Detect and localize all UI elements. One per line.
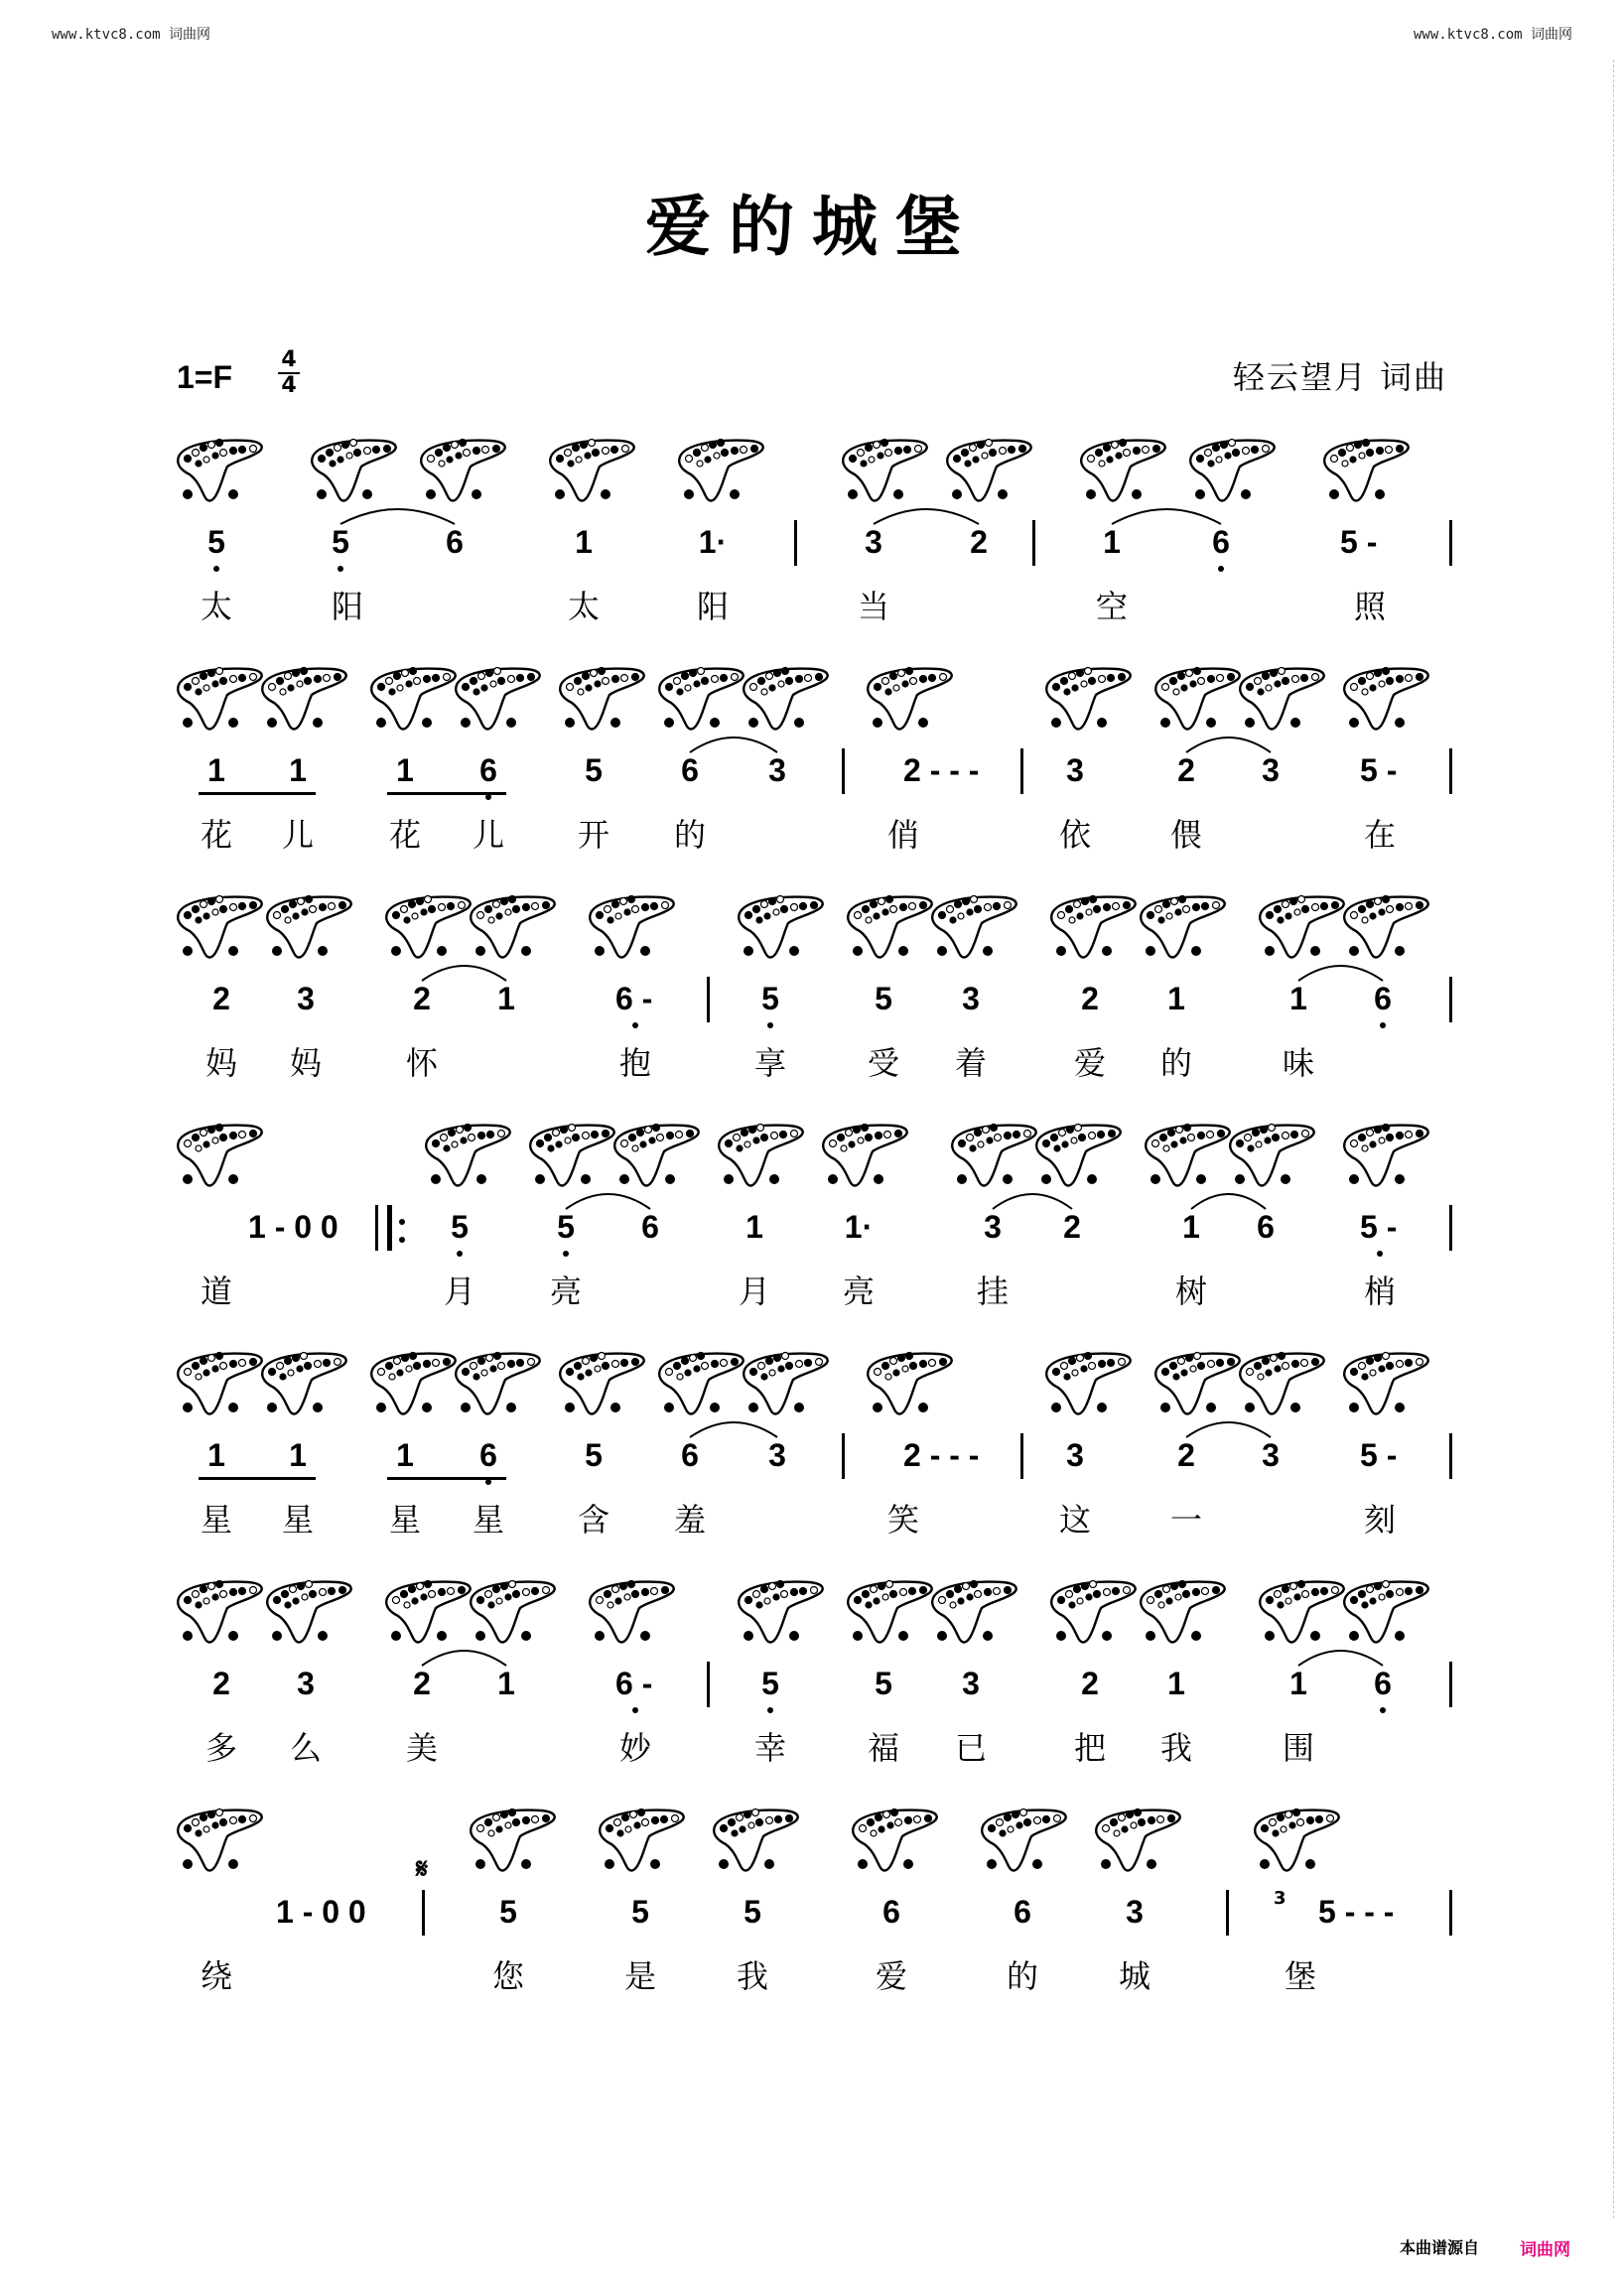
lyric-char: 月 (443, 1273, 475, 1310)
slur (690, 737, 777, 752)
slur (690, 1422, 777, 1437)
slur (874, 509, 979, 524)
score-row-6 (0, 1578, 1624, 1777)
note: 2 (413, 1666, 431, 1701)
ocarina-fingering-icon (978, 1807, 1072, 1876)
lyric-char: 星 (200, 1501, 232, 1539)
lyric-char: 享 (753, 1044, 786, 1082)
lyric-char: 您 (491, 1957, 524, 1995)
note: 5 (332, 524, 349, 560)
slur (1298, 1651, 1383, 1666)
lyric-char: 花 (388, 816, 421, 854)
note: 1· (698, 524, 728, 560)
note: 5 - (1340, 524, 1378, 560)
slur (1112, 509, 1221, 524)
lyric-char: 俏 (886, 816, 919, 854)
note: 5 (875, 981, 892, 1016)
note: 1 (1289, 981, 1307, 1016)
note: 1 (497, 1666, 515, 1701)
note: 1 (1289, 1666, 1307, 1701)
lyric-char: 的 (1159, 1044, 1192, 1082)
note: 5 (585, 752, 603, 788)
lyric-char: 爱 (875, 1957, 907, 1995)
slur (993, 1194, 1072, 1209)
note: 5 (451, 1209, 469, 1245)
note: 3 (1126, 1894, 1144, 1930)
lyric-char: 绕 (200, 1957, 232, 1995)
note: 2 - - - (903, 752, 980, 788)
note: 6 (1212, 524, 1230, 560)
lyric-char: 照 (1353, 588, 1386, 625)
slur (1298, 966, 1383, 981)
time-denominator: 4 (281, 373, 297, 398)
lyric-char: 爱 (1073, 1044, 1106, 1082)
note: 5 (499, 1894, 517, 1930)
lyric-char: 么 (289, 1729, 322, 1767)
lyric-char: 亮 (842, 1273, 875, 1310)
lyric-char: 星 (472, 1501, 504, 1539)
bar-line (1226, 1890, 1229, 1936)
lyric-char: 挂 (976, 1273, 1009, 1310)
note: 6 (479, 1437, 497, 1473)
note: 6 - (615, 1666, 653, 1701)
lyric-char: 味 (1282, 1044, 1314, 1082)
note: 3 (962, 1666, 980, 1701)
score-row-2 (0, 665, 1624, 864)
lyric-char: 儿 (281, 816, 314, 854)
note: 3 (1066, 752, 1084, 788)
lyric-char: 花 (200, 816, 232, 854)
note: 5 - (1360, 752, 1398, 788)
grace-note: 3 (1274, 1888, 1286, 1909)
lyric-char: 妈 (204, 1044, 237, 1082)
note: 2 (1177, 1437, 1195, 1473)
note: 3 (962, 981, 980, 1016)
score-row-1 (0, 437, 1624, 635)
lyric-char: 着 (954, 1044, 987, 1082)
note: 3 (1262, 1437, 1280, 1473)
lyric-char: 笑 (886, 1501, 919, 1539)
lyric-char: 是 (623, 1957, 656, 1995)
lyric-char: 城 (1118, 1957, 1150, 1995)
slur (422, 1651, 506, 1666)
note: 5 (761, 981, 779, 1016)
score-row-5 (0, 1350, 1624, 1548)
note: 1 - 0 0 (248, 1209, 338, 1245)
key-signature: 1=F (177, 359, 233, 395)
note: 5 - (1360, 1209, 1398, 1245)
ocarina-fingering-icon (1251, 1807, 1345, 1876)
lyric-char: 开 (577, 816, 609, 854)
note: 1 (1103, 524, 1121, 560)
note: 1 (745, 1209, 763, 1245)
note: 5 (744, 1894, 761, 1930)
slur (1186, 1422, 1271, 1437)
bar-line (422, 1890, 425, 1936)
lyric-char: 阳 (696, 588, 729, 625)
bar-line (1449, 1890, 1452, 1936)
segno-sign: 𝄋 (416, 1852, 429, 1885)
note: 3 (984, 1209, 1002, 1245)
lyric-char: 含 (577, 1501, 609, 1539)
note: 6 (882, 1894, 900, 1930)
note: 1 (396, 752, 414, 788)
note: 2 (1063, 1209, 1081, 1245)
score-row-3 (0, 893, 1624, 1092)
note: 2 - - - (903, 1437, 980, 1473)
lyric-char: 我 (736, 1957, 768, 1995)
note: 3 (768, 1437, 786, 1473)
note: 5 (631, 1894, 649, 1930)
lyric-char: 当 (857, 588, 889, 625)
note: 1 (575, 524, 593, 560)
note: 6 (1014, 1894, 1031, 1930)
note: 3 (297, 981, 315, 1016)
note: 5 (761, 1666, 779, 1701)
lyric-char: 树 (1174, 1273, 1207, 1310)
lyric-char: 太 (567, 588, 600, 625)
ocarina-fingering-icon (467, 1807, 561, 1876)
score-row-4 (0, 1122, 1624, 1320)
lyric-char: 受 (867, 1044, 899, 1082)
lyric-char: 星 (281, 1501, 314, 1539)
note: 1 (497, 981, 515, 1016)
lyric-char: 这 (1058, 1501, 1091, 1539)
lyric-char: 美 (405, 1729, 438, 1767)
note: 1 (207, 752, 225, 788)
lyric-char: 妈 (289, 1044, 322, 1082)
note: 5 (207, 524, 225, 560)
lyric-char: 幸 (753, 1729, 786, 1767)
lyric-char: 在 (1363, 816, 1396, 854)
note: 2 (413, 981, 431, 1016)
note: 3 (1066, 1437, 1084, 1473)
lyric-char: 阳 (331, 588, 363, 625)
note: 2 (970, 524, 988, 560)
lyric-char: 的 (673, 816, 706, 854)
lyric-char: 多 (204, 1729, 237, 1767)
lyric-char: 妙 (618, 1729, 651, 1767)
lyric-char: 空 (1095, 588, 1128, 625)
note: 2 (1081, 1666, 1099, 1701)
note: 6 (1374, 981, 1392, 1016)
note: 6 (446, 524, 464, 560)
note: 3 (1262, 752, 1280, 788)
lyric-char: 已 (954, 1729, 987, 1767)
note: 6 - (615, 981, 653, 1016)
note: 6 (479, 752, 497, 788)
lyric-char: 羞 (673, 1501, 706, 1539)
note: 2 (1081, 981, 1099, 1016)
lyric-char: 儿 (472, 816, 504, 854)
slur (1186, 737, 1271, 752)
note: 1 (1182, 1209, 1200, 1245)
lyric-char: 月 (738, 1273, 770, 1310)
lyric-char: 亮 (549, 1273, 582, 1310)
note: 6 (641, 1209, 659, 1245)
note: 1 (396, 1437, 414, 1473)
page-title: 爱的城堡 (645, 188, 979, 265)
note: 2 (212, 1666, 230, 1701)
ocarina-fingering-icon (174, 1807, 268, 1876)
note: 3 (768, 752, 786, 788)
header-url-left: www.ktvc8.com 词曲网 (52, 27, 211, 43)
lyric-char: 我 (1159, 1729, 1192, 1767)
slur (422, 966, 506, 981)
note: 5 (557, 1209, 575, 1245)
note: 1 (1167, 981, 1185, 1016)
time-signature (276, 349, 302, 397)
footer-brand: 词曲网 (1520, 2240, 1570, 2260)
ocarina-fingering-icon (1092, 1807, 1186, 1876)
header-url-right: www.ktvc8.com 词曲网 (1413, 27, 1572, 43)
lyric-char: 依 (1058, 816, 1091, 854)
note: 1· (844, 1209, 874, 1245)
lyric-char: 把 (1073, 1729, 1106, 1767)
note: 5 - (1360, 1437, 1398, 1473)
lyric-char: 怀 (405, 1044, 438, 1082)
ocarina-fingering-icon (710, 1807, 804, 1876)
composer-credit: 轻云望月 词曲 (1232, 358, 1447, 396)
note: 5 - - - (1318, 1894, 1395, 1930)
note: 6 (681, 752, 699, 788)
note: 6 (1257, 1209, 1275, 1245)
note: 5 (875, 1666, 892, 1701)
lyric-char: 福 (867, 1729, 899, 1767)
lyric-char: 堡 (1284, 1957, 1316, 1995)
note: 6 (1374, 1666, 1392, 1701)
note: 1 (207, 1437, 225, 1473)
lyric-char: 的 (1006, 1957, 1038, 1995)
lyric-char: 围 (1282, 1729, 1314, 1767)
note: 3 (865, 524, 882, 560)
lyric-char: 抱 (618, 1044, 651, 1082)
lyric-char: 一 (1169, 1501, 1202, 1539)
note: 1 - 0 0 (276, 1894, 366, 1930)
ocarina-fingering-icon (849, 1807, 943, 1876)
slur (340, 509, 455, 524)
slur (566, 1194, 650, 1209)
note: 1 (289, 1437, 307, 1473)
score-row-7 (0, 1807, 1624, 2005)
note: 5 (585, 1437, 603, 1473)
slur (1191, 1194, 1266, 1209)
lyric-char: 偎 (1169, 816, 1202, 854)
lyric-char: 星 (388, 1501, 421, 1539)
lyric-char: 道 (200, 1273, 232, 1310)
lyric-char: 梢 (1363, 1273, 1396, 1310)
note: 6 (681, 1437, 699, 1473)
lyric-char: 太 (200, 588, 232, 625)
lyric-char: 刻 (1363, 1501, 1396, 1539)
note: 3 (297, 1666, 315, 1701)
time-numerator: 4 (281, 347, 297, 372)
note: 1 (1167, 1666, 1185, 1701)
ocarina-fingering-icon (596, 1807, 690, 1876)
footer-source: 本曲谱源自 (1399, 2238, 1479, 2257)
note: 2 (1177, 752, 1195, 788)
note: 1 (289, 752, 307, 788)
note: 2 (212, 981, 230, 1016)
